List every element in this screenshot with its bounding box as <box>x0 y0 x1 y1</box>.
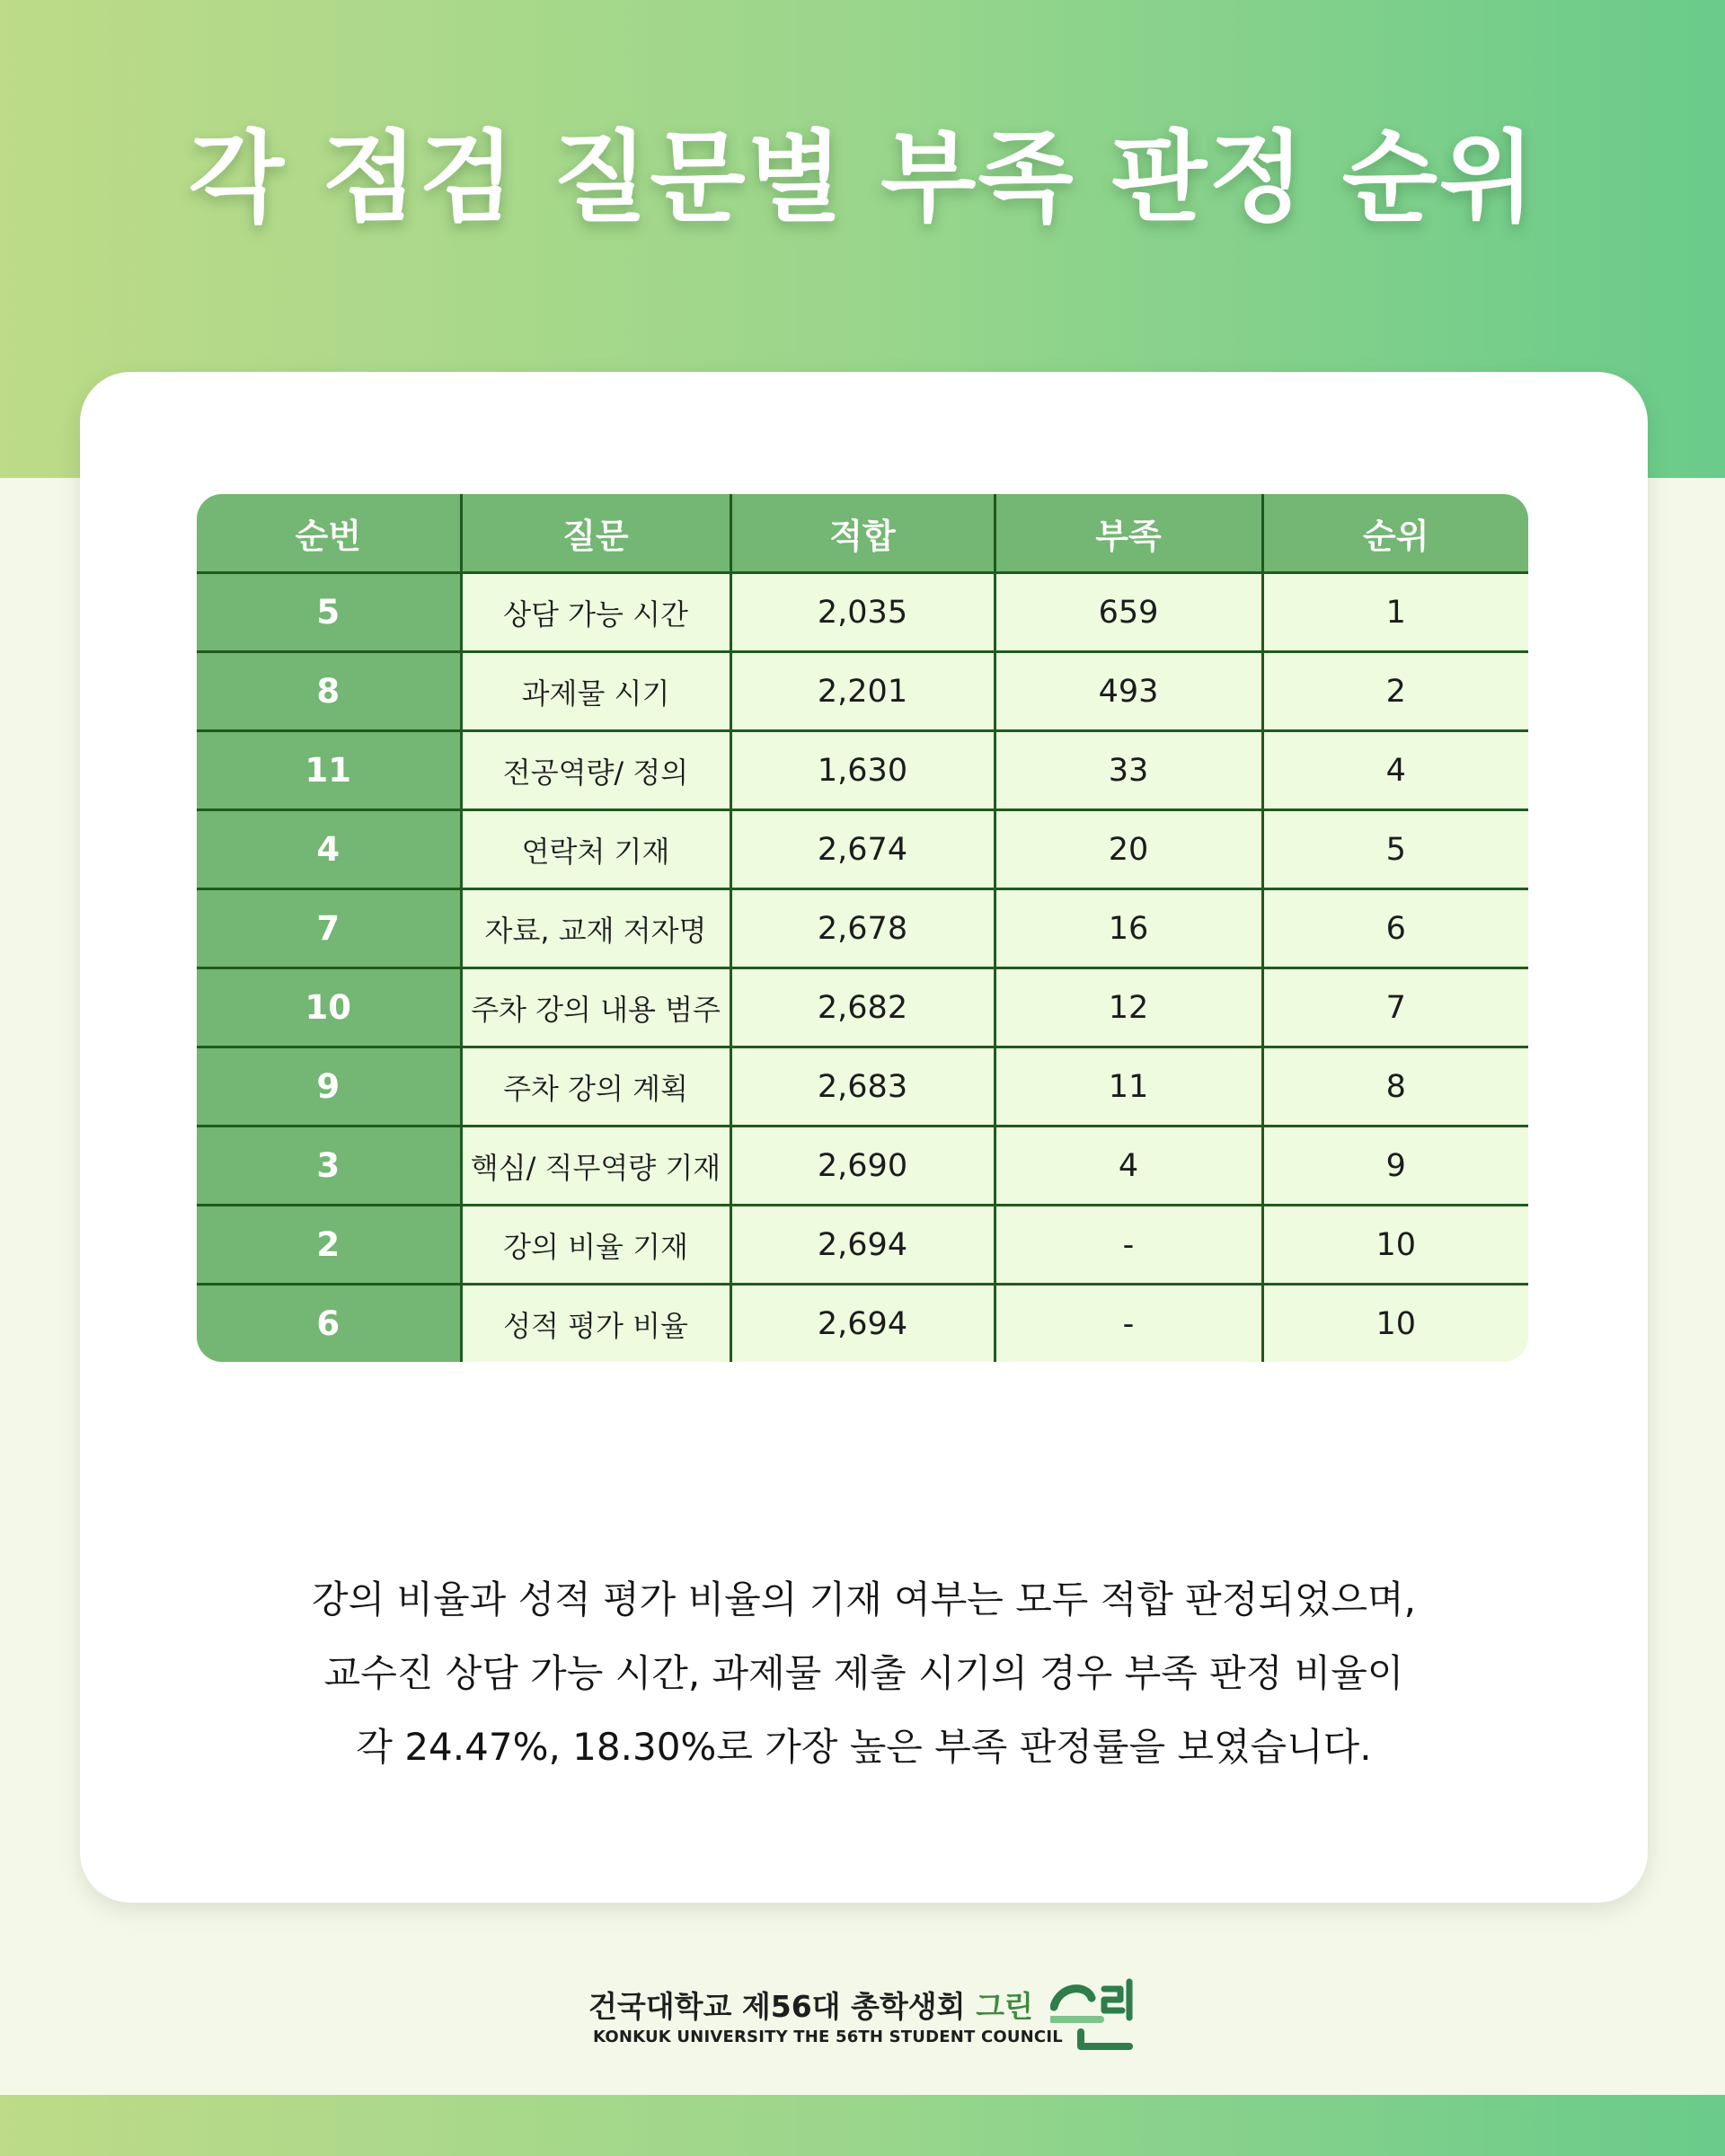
cell-rank: 1 <box>1262 573 1528 652</box>
cell-number: 4 <box>197 810 461 889</box>
table-row <box>197 968 1528 1047</box>
cell-rank: 2 <box>1262 652 1528 731</box>
table-row <box>197 1127 1528 1206</box>
cell-pass: 2,201 <box>730 652 995 731</box>
cell-number: 11 <box>197 731 461 810</box>
table-row <box>197 573 1528 652</box>
summary-text <box>80 1563 1648 1784</box>
header-question: 질문 <box>461 494 730 573</box>
cell-pass: 2,694 <box>730 1206 995 1285</box>
cell-number: 7 <box>197 889 461 968</box>
cell-fail: 4 <box>995 1127 1262 1206</box>
cell-number: 2 <box>197 1206 461 1285</box>
table-row <box>197 1285 1528 1363</box>
cell-question: 자료, 교재 저자명 <box>461 889 730 968</box>
summary-line: 각 24.47%, 18.30%로 가장 높은 부족 판정률을 보였습니다. <box>356 1725 1372 1769</box>
cell-question: 성적 평가 비율 <box>461 1285 730 1363</box>
header-pass: 적합 <box>730 494 995 573</box>
table-row <box>197 1047 1528 1127</box>
table-header-row <box>197 494 1528 573</box>
cell-question: 주차 강의 내용 범주 <box>461 968 730 1047</box>
summary-line: 강의 비율과 성적 평가 비율의 기재 여부는 모두 적합 판정되었으며, <box>312 1577 1416 1621</box>
table-row <box>197 810 1528 889</box>
ranking-table <box>197 494 1528 1362</box>
footer-korean-name <box>588 1984 1033 2026</box>
cell-rank: 10 <box>1262 1285 1528 1363</box>
cell-fail: 659 <box>995 573 1262 652</box>
footer-university-council: 건국대학교 제56대 총학생회 <box>588 1989 966 2024</box>
cell-question: 과제물 시기 <box>461 652 730 731</box>
cell-rank: 8 <box>1262 1047 1528 1127</box>
cell-number: 8 <box>197 652 461 731</box>
cell-question: 전공역량/ 정의 <box>461 731 730 810</box>
cell-rank: 10 <box>1262 1206 1528 1285</box>
page-title: 각 점검 질문별 부족 판정 순위 <box>188 120 1537 235</box>
table-row <box>197 889 1528 968</box>
cell-pass: 2,690 <box>730 1127 995 1206</box>
header-number: 순번 <box>197 494 461 573</box>
table-row <box>197 1206 1528 1285</box>
cell-fail: 11 <box>995 1047 1262 1127</box>
header-fail: 부족 <box>995 494 1262 573</box>
cell-rank: 9 <box>1262 1127 1528 1206</box>
cell-question: 상담 가능 시간 <box>461 573 730 652</box>
summary-line: 교수진 상담 가능 시간, 과제물 제출 시기의 경우 부족 판정 비율이 <box>323 1651 1404 1695</box>
footer-english-name: KONKUK UNIVERSITY THE 56TH STUDENT COUNCIL <box>593 2028 1063 2046</box>
cell-fail: 33 <box>995 731 1262 810</box>
cell-rank: 6 <box>1262 889 1528 968</box>
cell-rank: 4 <box>1262 731 1528 810</box>
council-logo-icon <box>1050 1976 1137 2052</box>
cell-fail: - <box>995 1206 1262 1285</box>
cell-number: 6 <box>197 1285 461 1363</box>
header-rank: 순위 <box>1262 494 1528 573</box>
cell-number: 5 <box>197 573 461 652</box>
cell-question: 핵심/ 직무역량 기재 <box>461 1127 730 1206</box>
cell-fail: - <box>995 1285 1262 1363</box>
cell-question: 강의 비율 기재 <box>461 1206 730 1285</box>
cell-fail: 16 <box>995 889 1262 968</box>
footer-council-name: 그린 <box>976 1989 1033 2024</box>
table-row <box>197 652 1528 731</box>
cell-fail: 20 <box>995 810 1262 889</box>
cell-pass: 2,694 <box>730 1285 995 1363</box>
cell-question: 주차 강의 계획 <box>461 1047 730 1127</box>
cell-pass: 2,674 <box>730 810 995 889</box>
bottom-gradient-band <box>0 2095 1725 2156</box>
cell-number: 10 <box>197 968 461 1047</box>
cell-pass: 2,682 <box>730 968 995 1047</box>
cell-rank: 5 <box>1262 810 1528 889</box>
cell-fail: 12 <box>995 968 1262 1047</box>
cell-rank: 7 <box>1262 968 1528 1047</box>
cell-pass: 1,630 <box>730 731 995 810</box>
cell-number: 9 <box>197 1047 461 1127</box>
cell-question: 연락처 기재 <box>461 810 730 889</box>
cell-pass: 2,035 <box>730 573 995 652</box>
cell-pass: 2,678 <box>730 889 995 968</box>
cell-pass: 2,683 <box>730 1047 995 1127</box>
table-row <box>197 731 1528 810</box>
cell-fail: 493 <box>995 652 1262 731</box>
cell-number: 3 <box>197 1127 461 1206</box>
